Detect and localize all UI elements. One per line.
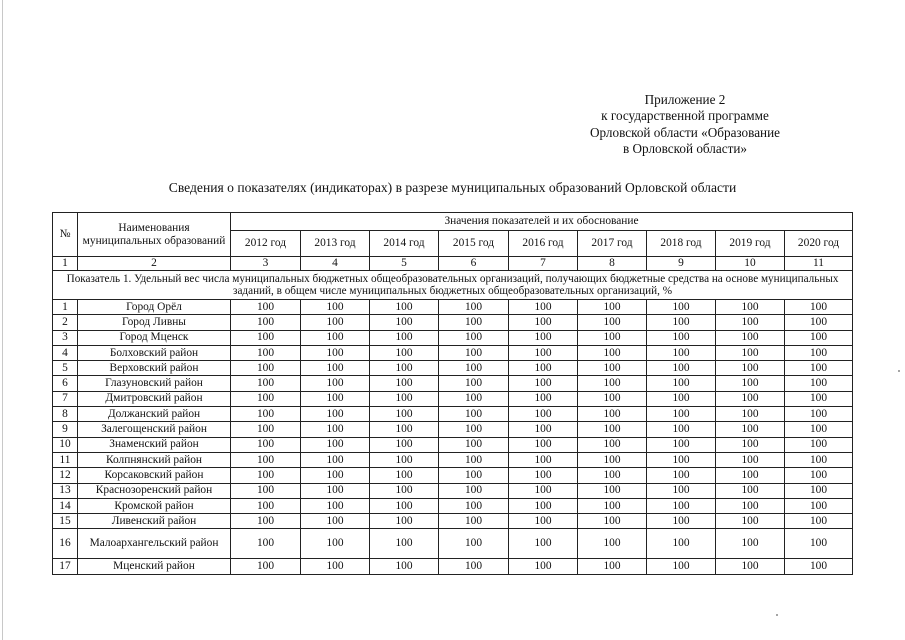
- value-cell: 100: [439, 361, 509, 376]
- table-row: [53, 498, 853, 513]
- row-number: 7: [53, 391, 78, 406]
- header-values-group: Значения показателей и их обоснование: [231, 213, 853, 231]
- value-cell: 100: [439, 452, 509, 467]
- column-number: 11: [785, 257, 853, 271]
- value-cell: 100: [370, 345, 439, 360]
- value-cell: 100: [716, 300, 785, 315]
- header-municipality: Наименования муниципальных образований: [78, 213, 231, 257]
- value-cell: 100: [301, 452, 370, 467]
- value-cell: 100: [231, 529, 301, 559]
- value-cell: 100: [439, 529, 509, 559]
- municipality-name: Колпнянский район: [78, 452, 231, 467]
- table-row: [53, 391, 853, 406]
- value-cell: 100: [439, 345, 509, 360]
- value-cell: 100: [785, 483, 853, 498]
- value-cell: 100: [509, 300, 578, 315]
- value-cell: 100: [439, 407, 509, 422]
- value-cell: 100: [647, 345, 716, 360]
- value-cell: 100: [439, 422, 509, 437]
- value-cell: 100: [301, 300, 370, 315]
- municipality-name: Залегощенский район: [78, 422, 231, 437]
- value-cell: 100: [231, 468, 301, 483]
- municipality-name: Корсаковский район: [78, 468, 231, 483]
- table-row: [53, 330, 853, 345]
- appendix-line: к государственной программе: [601, 108, 769, 124]
- municipality-name: Кромской район: [78, 498, 231, 513]
- value-cell: 100: [716, 452, 785, 467]
- value-cell: 100: [647, 376, 716, 391]
- header-number: №: [53, 213, 78, 257]
- row-number: 3: [53, 330, 78, 345]
- municipality-name: Должанский район: [78, 407, 231, 422]
- value-cell: 100: [785, 315, 853, 330]
- row-number: 17: [53, 559, 78, 574]
- value-cell: 100: [509, 437, 578, 452]
- value-cell: 100: [647, 468, 716, 483]
- row-number: 13: [53, 483, 78, 498]
- column-number: 2: [78, 257, 231, 271]
- value-cell: 100: [231, 437, 301, 452]
- table-row: [53, 315, 853, 330]
- value-cell: 100: [785, 345, 853, 360]
- column-number: 8: [578, 257, 647, 271]
- value-cell: 100: [231, 361, 301, 376]
- value-cell: 100: [439, 376, 509, 391]
- municipality-name: Город Мценск: [78, 330, 231, 345]
- value-cell: 100: [301, 529, 370, 559]
- value-cell: 100: [647, 422, 716, 437]
- value-cell: 100: [439, 483, 509, 498]
- value-cell: 100: [509, 422, 578, 437]
- value-cell: 100: [578, 300, 647, 315]
- row-number: 11: [53, 452, 78, 467]
- value-cell: 100: [578, 422, 647, 437]
- municipality-name: Город Орёл: [78, 300, 231, 315]
- value-cell: 100: [578, 407, 647, 422]
- table-row: [53, 529, 853, 559]
- value-cell: 100: [231, 559, 301, 574]
- value-cell: 100: [578, 483, 647, 498]
- municipality-name: Глазуновский район: [78, 376, 231, 391]
- value-cell: 100: [578, 514, 647, 529]
- value-cell: 100: [785, 330, 853, 345]
- value-cell: 100: [785, 391, 853, 406]
- value-cell: 100: [509, 452, 578, 467]
- value-cell: 100: [647, 361, 716, 376]
- value-cell: 100: [509, 361, 578, 376]
- value-cell: 100: [231, 376, 301, 391]
- value-cell: 100: [370, 422, 439, 437]
- value-cell: 100: [716, 468, 785, 483]
- value-cell: 100: [578, 437, 647, 452]
- value-cell: 100: [509, 483, 578, 498]
- appendix-line: Орловской области «Образование: [589, 124, 781, 140]
- value-cell: 100: [439, 437, 509, 452]
- row-number: 14: [53, 498, 78, 513]
- value-cell: 100: [231, 345, 301, 360]
- value-cell: 100: [785, 468, 853, 483]
- value-cell: 100: [716, 529, 785, 559]
- value-cell: 100: [509, 498, 578, 513]
- value-cell: 100: [370, 437, 439, 452]
- row-number: 15: [53, 514, 78, 529]
- column-number: 7: [509, 257, 578, 271]
- row-number: 9: [53, 422, 78, 437]
- table-row: [53, 407, 853, 422]
- value-cell: 100: [370, 361, 439, 376]
- municipality-name: Знаменский район: [78, 437, 231, 452]
- value-cell: 100: [785, 437, 853, 452]
- value-cell: 100: [647, 315, 716, 330]
- value-cell: 100: [509, 529, 578, 559]
- value-cell: 100: [785, 361, 853, 376]
- value-cell: 100: [231, 330, 301, 345]
- value-cell: 100: [370, 407, 439, 422]
- municipality-name: Город Ливны: [78, 315, 231, 330]
- municipality-name: Дмитровский район: [78, 391, 231, 406]
- value-cell: 100: [231, 498, 301, 513]
- value-cell: 100: [578, 468, 647, 483]
- value-cell: 100: [370, 559, 439, 574]
- row-number: 10: [53, 437, 78, 452]
- value-cell: 100: [370, 468, 439, 483]
- value-cell: 100: [716, 345, 785, 360]
- row-number: 6: [53, 376, 78, 391]
- indicator-row: [53, 271, 853, 300]
- value-cell: 100: [647, 529, 716, 559]
- document-title: Сведения о показателях (индикаторах) в разрезе муниципальных образований Орловской области: [168, 180, 737, 195]
- header-year: 2020 год: [785, 231, 853, 257]
- value-cell: 100: [647, 514, 716, 529]
- row-number: 5: [53, 361, 78, 376]
- value-cell: 100: [578, 315, 647, 330]
- value-cell: 100: [785, 514, 853, 529]
- header-year: 2016 год: [509, 231, 578, 257]
- value-cell: 100: [301, 483, 370, 498]
- value-cell: 100: [578, 376, 647, 391]
- value-cell: 100: [231, 483, 301, 498]
- value-cell: 100: [716, 559, 785, 574]
- row-number: 16: [53, 529, 78, 559]
- value-cell: 100: [370, 483, 439, 498]
- value-cell: 100: [439, 498, 509, 513]
- value-cell: 100: [509, 315, 578, 330]
- municipality-name: Краснозоренский район: [78, 483, 231, 498]
- value-cell: 100: [439, 315, 509, 330]
- column-number: 9: [647, 257, 716, 271]
- table-row: [53, 559, 853, 574]
- row-number: 8: [53, 407, 78, 422]
- column-number: 3: [231, 257, 301, 271]
- value-cell: 100: [301, 514, 370, 529]
- value-cell: 100: [716, 330, 785, 345]
- value-cell: 100: [647, 391, 716, 406]
- value-cell: 100: [716, 437, 785, 452]
- value-cell: 100: [370, 330, 439, 345]
- header-year: 2017 год: [578, 231, 647, 257]
- value-cell: 100: [509, 559, 578, 574]
- value-cell: 100: [578, 391, 647, 406]
- value-cell: 100: [231, 300, 301, 315]
- header-year: 2018 год: [647, 231, 716, 257]
- table-row: [53, 514, 853, 529]
- value-cell: 100: [647, 498, 716, 513]
- value-cell: 100: [370, 376, 439, 391]
- table-row: [53, 452, 853, 467]
- value-cell: 100: [301, 391, 370, 406]
- header-year: 2012 год: [231, 231, 301, 257]
- value-cell: 100: [509, 376, 578, 391]
- value-cell: 100: [231, 514, 301, 529]
- municipality-name: Ливенский район: [78, 514, 231, 529]
- appendix-line: Приложение 2: [644, 92, 726, 107]
- value-cell: 100: [301, 468, 370, 483]
- value-cell: 100: [578, 559, 647, 574]
- value-cell: 100: [785, 452, 853, 467]
- value-cell: 100: [301, 422, 370, 437]
- value-cell: 100: [370, 498, 439, 513]
- row-number: 4: [53, 345, 78, 360]
- value-cell: 100: [509, 514, 578, 529]
- value-cell: 100: [509, 407, 578, 422]
- value-cell: 100: [785, 300, 853, 315]
- row-number: 12: [53, 468, 78, 483]
- value-cell: 100: [785, 376, 853, 391]
- value-cell: 100: [716, 407, 785, 422]
- value-cell: 100: [785, 422, 853, 437]
- value-cell: 100: [647, 559, 716, 574]
- value-cell: 100: [647, 483, 716, 498]
- column-number: 5: [370, 257, 439, 271]
- value-cell: 100: [301, 498, 370, 513]
- value-cell: 100: [439, 300, 509, 315]
- value-cell: 100: [716, 483, 785, 498]
- value-cell: 100: [231, 407, 301, 422]
- value-cell: 100: [370, 315, 439, 330]
- value-cell: 100: [231, 315, 301, 330]
- value-cell: 100: [716, 361, 785, 376]
- value-cell: 100: [439, 330, 509, 345]
- header-year: 2015 год: [439, 231, 509, 257]
- value-cell: 100: [439, 391, 509, 406]
- municipality-name: Болховский район: [78, 345, 231, 360]
- value-cell: 100: [439, 514, 509, 529]
- value-cell: 100: [785, 407, 853, 422]
- column-number: 6: [439, 257, 509, 271]
- value-cell: 100: [370, 529, 439, 559]
- value-cell: 100: [716, 422, 785, 437]
- value-cell: 100: [301, 559, 370, 574]
- value-cell: 100: [647, 407, 716, 422]
- value-cell: 100: [647, 452, 716, 467]
- value-cell: 100: [509, 345, 578, 360]
- value-cell: 100: [785, 498, 853, 513]
- table-row: [53, 422, 853, 437]
- indicator-description: Показатель 1. Удельный вес числа муниципальных бюджетных общеобразовательных организаций, получающих бюджетные средства на основе муниципальных заданий, в общем числе муниципальных бюджетных общеобразовательных организаций, %: [53, 271, 853, 300]
- value-cell: 100: [578, 345, 647, 360]
- value-cell: 100: [785, 529, 853, 559]
- appendix-line: в Орловской области»: [622, 141, 747, 157]
- table-row: [53, 483, 853, 498]
- municipality-name: Малоархангельский район: [78, 529, 231, 559]
- value-cell: 100: [301, 345, 370, 360]
- value-cell: 100: [716, 315, 785, 330]
- row-number: 1: [53, 300, 78, 315]
- value-cell: 100: [370, 514, 439, 529]
- municipality-name: Мценский район: [78, 559, 231, 574]
- value-cell: 100: [301, 361, 370, 376]
- value-cell: 100: [231, 452, 301, 467]
- value-cell: 100: [231, 391, 301, 406]
- value-cell: 100: [647, 437, 716, 452]
- table-row: [53, 468, 853, 483]
- value-cell: 100: [301, 437, 370, 452]
- indicators-table: [52, 212, 853, 575]
- value-cell: 100: [370, 300, 439, 315]
- value-cell: 100: [301, 376, 370, 391]
- value-cell: 100: [509, 391, 578, 406]
- scan-speck: [776, 614, 778, 616]
- value-cell: 100: [716, 514, 785, 529]
- value-cell: 100: [647, 330, 716, 345]
- value-cell: 100: [301, 330, 370, 345]
- header-year: 2013 год: [301, 231, 370, 257]
- value-cell: 100: [231, 422, 301, 437]
- value-cell: 100: [439, 468, 509, 483]
- appendix-note: [560, 92, 810, 158]
- column-numbers-row: [53, 257, 853, 271]
- scan-speck: [898, 370, 900, 372]
- column-number: 4: [301, 257, 370, 271]
- value-cell: 100: [785, 559, 853, 574]
- table-row: [53, 437, 853, 452]
- value-cell: 100: [716, 498, 785, 513]
- table-row: [53, 345, 853, 360]
- value-cell: 100: [509, 330, 578, 345]
- value-cell: 100: [578, 498, 647, 513]
- value-cell: 100: [301, 407, 370, 422]
- header-year: 2014 год: [370, 231, 439, 257]
- table-row: [53, 376, 853, 391]
- value-cell: 100: [509, 468, 578, 483]
- table-row: [53, 361, 853, 376]
- municipality-name: Верховский район: [78, 361, 231, 376]
- table-row: [53, 300, 853, 315]
- value-cell: 100: [439, 559, 509, 574]
- value-cell: 100: [578, 452, 647, 467]
- value-cell: 100: [716, 376, 785, 391]
- value-cell: 100: [370, 391, 439, 406]
- column-number: 10: [716, 257, 785, 271]
- value-cell: 100: [301, 315, 370, 330]
- value-cell: 100: [370, 452, 439, 467]
- column-number: 1: [53, 257, 78, 271]
- row-number: 2: [53, 315, 78, 330]
- value-cell: 100: [578, 529, 647, 559]
- value-cell: 100: [578, 361, 647, 376]
- page-edge-line: [2, 0, 3, 640]
- header-year: 2019 год: [716, 231, 785, 257]
- value-cell: 100: [716, 391, 785, 406]
- value-cell: 100: [647, 300, 716, 315]
- value-cell: 100: [578, 330, 647, 345]
